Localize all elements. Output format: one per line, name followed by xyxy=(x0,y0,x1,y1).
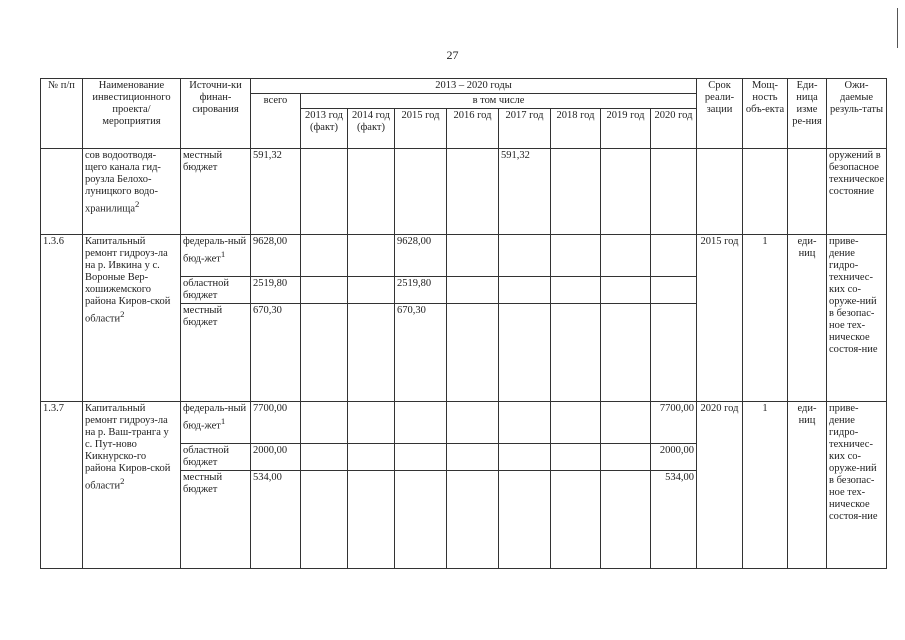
year-2014-header: 2014 год (факт) xyxy=(348,109,395,149)
col-unit-header: Еди-ница изме ре-ния xyxy=(788,79,827,149)
year-2013-header: 2013 год (факт) xyxy=(301,109,348,149)
row-num: 1.3.6 xyxy=(41,235,83,402)
expected-result: оружений в безопасное техническое состояние xyxy=(827,149,887,235)
row-num: 1.3.7 xyxy=(41,402,83,569)
table-row xyxy=(41,402,887,444)
year-2015-value: 670,30 xyxy=(395,304,447,402)
table-row xyxy=(41,149,887,235)
term-value: 2020 год xyxy=(697,402,743,569)
total-value: 2519,80 xyxy=(251,277,301,304)
funding-source: федераль-ный бюд-жет$^1$ xyxy=(181,402,251,444)
funding-source: областной бюджет xyxy=(181,444,251,471)
funding-source: местный бюджет xyxy=(181,304,251,402)
project-name: сов водоотводя-щего канала гид-роузла Белохо-луницкого водо-хранилища$^2$ xyxy=(83,149,181,235)
year-2020-value: 7700,00 xyxy=(651,402,697,444)
including-header: в том числе xyxy=(301,94,697,109)
funding-source: федераль-ный бюд-жет$^1$ xyxy=(181,235,251,277)
expected-result: приве-дение гидро-техничес-ких со-оруже-ний в безопас-ное тех-ническое состоя-ние xyxy=(827,235,887,402)
col-source-header: Источни-ки финан-сирования xyxy=(181,79,251,149)
expected-result: приве-дение гидро-техничес-ких со-оруже-ний в безопас-ное тех-ническое состоя-ние xyxy=(827,402,887,569)
total-value: 670,30 xyxy=(251,304,301,402)
year-2018-header: 2018 год xyxy=(551,109,601,149)
unit-value: еди-ниц xyxy=(788,235,827,402)
table-row xyxy=(41,235,887,277)
funding-source: областной бюджет xyxy=(181,277,251,304)
col-term-header: Срок реали-зации xyxy=(697,79,743,149)
year-2019-header: 2019 год xyxy=(601,109,651,149)
total-value: 591,32 xyxy=(251,149,301,235)
year-2015-value: 9628,00 xyxy=(395,235,447,277)
year-2017-header: 2017 год xyxy=(499,109,551,149)
col-power-header: Мощ-ность объ-екта xyxy=(743,79,788,149)
power-value: 1 xyxy=(743,402,788,569)
col-result-header: Ожи-даемые резуль-таты xyxy=(827,79,887,149)
term-value: 2015 год xyxy=(697,235,743,402)
period-header: 2013 – 2020 годы xyxy=(251,79,697,94)
unit-value: еди-ниц xyxy=(788,402,827,569)
total-value: 7700,00 xyxy=(251,402,301,444)
col-name-header: Наименование инвестиционного проекта/ мероприятия xyxy=(83,79,181,149)
power-value: 1 xyxy=(743,235,788,402)
col-total-header: всего xyxy=(251,94,301,149)
year-2020-header: 2020 год xyxy=(651,109,697,149)
year-2020-value: 2000,00 xyxy=(651,444,697,471)
year-2015-header: 2015 год xyxy=(395,109,447,149)
total-value: 9628,00 xyxy=(251,235,301,277)
funding-source: местный бюджет xyxy=(181,149,251,235)
funding-source: местный бюджет xyxy=(181,471,251,569)
page-number: 27 xyxy=(446,48,459,62)
year-2017-value: 591,32 xyxy=(499,149,551,235)
total-value: 2000,00 xyxy=(251,444,301,471)
col-num-header: № п/п xyxy=(41,79,83,149)
investment-table xyxy=(40,78,887,569)
year-2016-header: 2016 год xyxy=(447,109,499,149)
year-2015-value: 2519,80 xyxy=(395,277,447,304)
year-2020-value: 534,00 xyxy=(651,471,697,569)
project-name: Капитальный ремонт гидроуз-ла на р. Ивкина у с. Вороные Вер-хошижемского района Киров-ской области$^2$ xyxy=(83,235,181,402)
row-num xyxy=(41,149,83,235)
margin-rule xyxy=(897,8,898,48)
project-name: Капитальный ремонт гидроуз-ла на р. Ваш-транга у с. Пут-ново Кикнурско-го района Киров-ской области$^2$ xyxy=(83,402,181,569)
total-value: 534,00 xyxy=(251,471,301,569)
header-row-1 xyxy=(41,79,887,94)
